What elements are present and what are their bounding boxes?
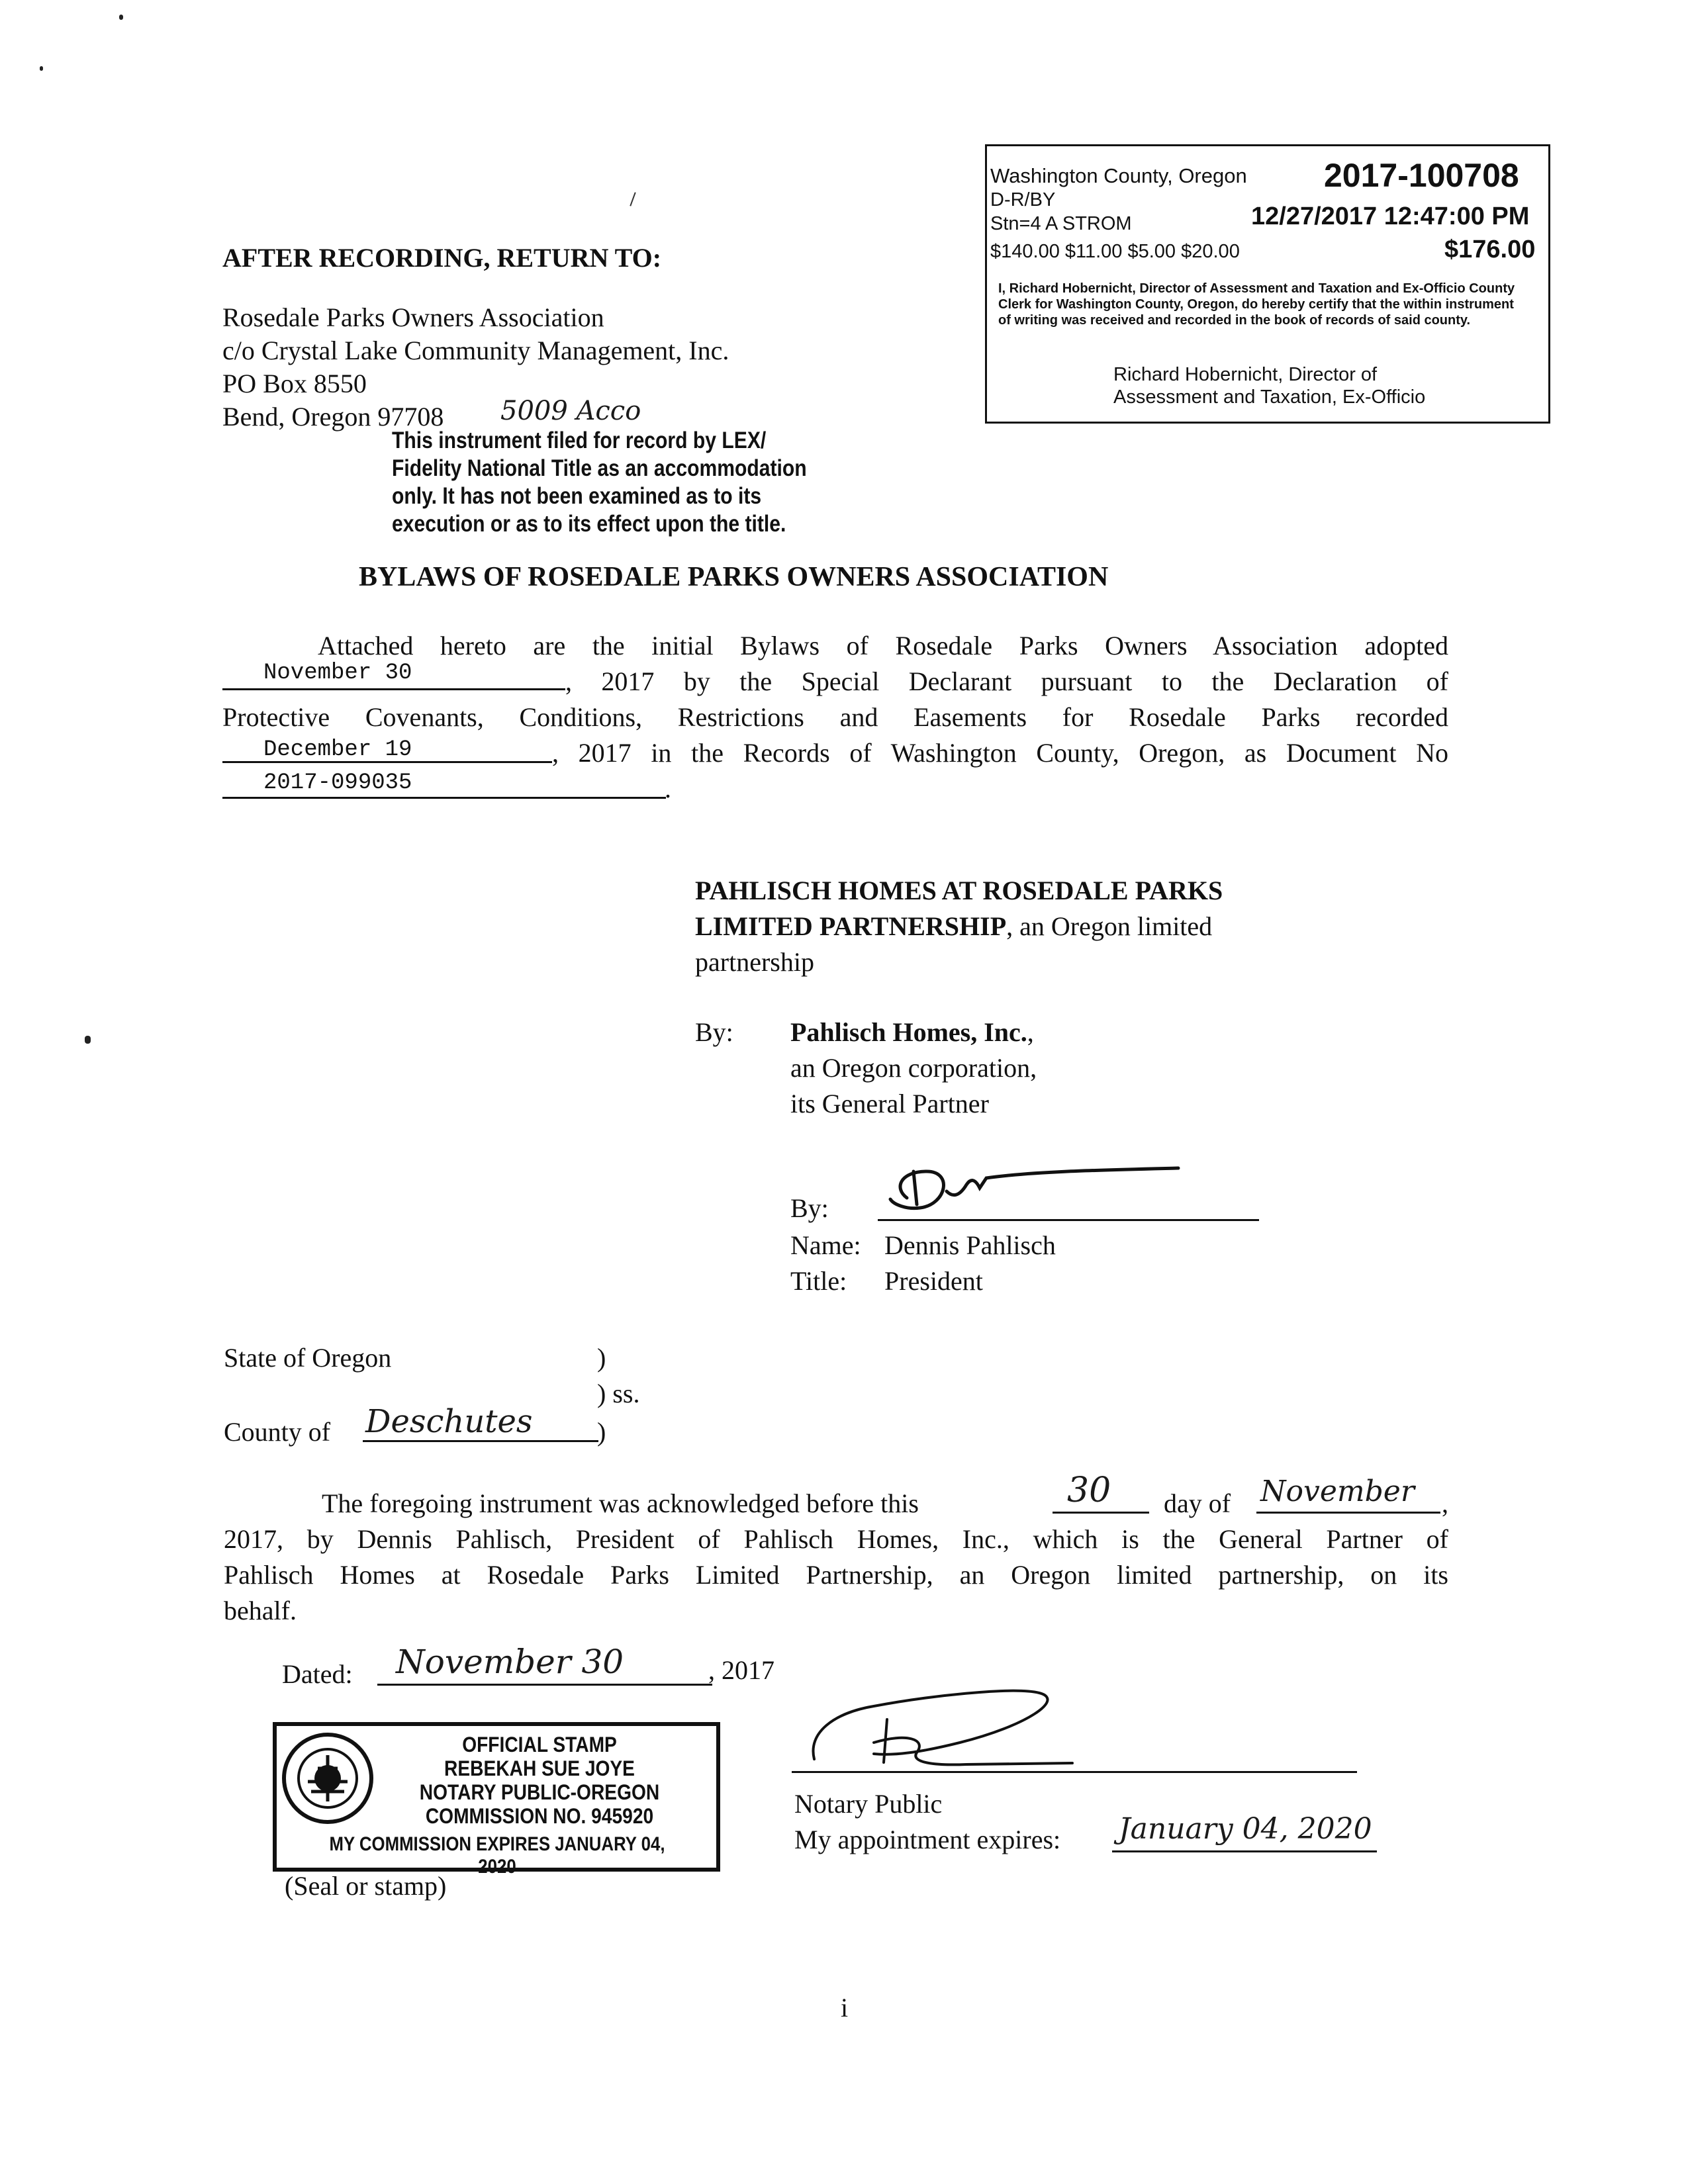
ack-day-line xyxy=(1053,1512,1149,1514)
entity-name-line-1: PAHLISCH HOMES AT ROSEDALE PARKS xyxy=(695,876,1223,905)
ack-line-1-text: The foregoing instrument was acknowledged before this xyxy=(322,1488,919,1518)
signer-title-label: Title: xyxy=(790,1266,847,1296)
body-line-1: Attached hereto are the initial Bylaws of Rosedale Parks Owners Association adopted xyxy=(318,631,1448,660)
signer-name-label: Name: xyxy=(790,1230,861,1260)
recording-director-name: Richard Hobernicht, Director of xyxy=(1113,364,1378,385)
entity-name-rest: , an Oregon limited xyxy=(1006,911,1213,941)
stamp-notary-name: REBEKAH SUE JOYE xyxy=(444,1756,635,1780)
return-to-heading: AFTER RECORDING, RETURN TO: xyxy=(222,243,662,273)
document-number: 2017-099035 xyxy=(263,770,412,796)
gp-line-3: its General Partner xyxy=(790,1089,989,1118)
recording-datetime: 12/27/2017 12:47:00 PM xyxy=(1251,203,1530,230)
return-to-line-1: Rosedale Parks Owners Association xyxy=(222,302,604,332)
signature-by-label: By: xyxy=(790,1193,829,1223)
signer-title: President xyxy=(884,1266,983,1296)
accommodation-line-1: This instrument filed for record by LEX/ xyxy=(392,428,767,453)
recording-station: Stn=4 A STROM xyxy=(990,213,1132,234)
recording-certification: I, Richard Hobernicht, Director of Assessment and Taxation and Ex-Officio County Clerk for Washington County, Oregon, do hereby certify that the within instrument of writing was received and recorded in the book of records of said county. xyxy=(998,281,1515,328)
scan-speck xyxy=(119,15,123,20)
signature-line xyxy=(878,1219,1259,1221)
accommodation-line-2: Fidelity National Title as an accommodation xyxy=(392,455,807,481)
recording-document-number: 2017-100708 xyxy=(1324,157,1519,194)
recording-county: Washington County, Oregon xyxy=(990,164,1247,187)
dennis-pahlisch-signature xyxy=(880,1152,1192,1224)
return-to-line-2: c/o Crystal Lake Community Management, Inc. xyxy=(222,336,729,365)
accommodation-line-4: execution or as to its effect upon the title. xyxy=(392,511,786,537)
return-to-line-4: Bend, Oregon 97708 xyxy=(222,402,444,432)
stamp-commission-number: COMMISSION NO. 945920 xyxy=(425,1804,654,1828)
adopted-date-line xyxy=(222,688,565,690)
venue-county-handwritten: Deschutes xyxy=(365,1403,533,1440)
dated-line xyxy=(377,1684,712,1686)
venue-state: State of Oregon xyxy=(224,1343,392,1373)
venue-paren-3: ) xyxy=(597,1417,606,1447)
body-line-3: Protective Covenants, Conditions, Restrictions and Easements for Rosedale Parks recorded xyxy=(222,702,1448,732)
stamp-commission-expires: MY COMMISSION EXPIRES JANUARY 04, 2020 xyxy=(329,1833,665,1878)
notary-signature-line xyxy=(792,1771,1357,1773)
stamp-line-3: NOTARY PUBLIC-OREGON xyxy=(419,1780,660,1804)
ack-day-handwritten: 30 xyxy=(1067,1471,1111,1510)
body-line-5-end: . xyxy=(665,774,671,803)
notary-signature xyxy=(794,1680,1205,1779)
document-number-line xyxy=(222,797,666,799)
stamp-line-1: OFFICIAL STAMP xyxy=(462,1733,617,1756)
body-line-2: , 2017 by the Special Declarant pursuant to the Declaration of xyxy=(565,666,1448,696)
body-line-4: , 2017 in the Records of Washington County, Oregon, as Document No xyxy=(552,738,1448,768)
dated-label: Dated: xyxy=(282,1659,353,1689)
oregon-state-seal-icon xyxy=(278,1729,377,1828)
dated-year: , 2017 xyxy=(708,1655,774,1685)
scan-speck xyxy=(85,1036,91,1044)
ack-line-4: behalf. xyxy=(224,1596,297,1625)
ack-comma: , xyxy=(1442,1488,1448,1518)
ack-line-3: Pahlisch Homes at Rosedale Parks Limited Partnership, an Oregon limited partnership, on its xyxy=(224,1560,1448,1590)
entity-name-bold: LIMITED PARTNERSHIP xyxy=(695,911,1007,941)
dated-handwritten: November 30 xyxy=(396,1643,624,1681)
notary-public-label: Notary Public xyxy=(794,1789,943,1819)
venue-paren-1: ) xyxy=(597,1343,606,1373)
scan-speck xyxy=(40,66,43,71)
recording-total: $176.00 xyxy=(1444,236,1536,263)
signer-name: Dennis Pahlisch xyxy=(884,1230,1056,1260)
entity-name-line-3: partnership xyxy=(695,947,814,977)
venue-county-label: County of xyxy=(224,1417,331,1447)
document-title: BYLAWS OF ROSEDALE PARKS OWNERS ASSOCIATION xyxy=(359,562,1109,592)
recording-fees: $140.00 $11.00 $5.00 $20.00 xyxy=(990,241,1240,262)
accommodation-line-3: only. It has not been examined as to its xyxy=(392,483,762,509)
ack-line-2: 2017, by Dennis Pahlisch, President of Pahlisch Homes, Inc., which is the General Partner of xyxy=(224,1524,1448,1554)
appointment-expires-label: My appointment expires: xyxy=(794,1825,1061,1854)
gp-name-line xyxy=(790,1017,1034,1048)
venue-ss: ) ss. xyxy=(597,1379,640,1408)
ack-day-of: day of xyxy=(1164,1488,1231,1518)
recorded-date: December 19 xyxy=(263,737,412,762)
venue-county-line xyxy=(363,1440,598,1442)
ack-month-handwritten: November xyxy=(1260,1475,1415,1508)
return-to-line-3: PO Box 8550 xyxy=(222,369,367,398)
entity-name-line-2 xyxy=(695,911,1212,942)
gp-by-label: By: xyxy=(695,1017,733,1047)
appointment-expires-handwritten: January 04, 2020 xyxy=(1119,1812,1372,1846)
recording-director-title: Assessment and Taxation, Ex-Officio xyxy=(1113,387,1426,408)
appointment-expires-line xyxy=(1112,1850,1377,1852)
handwritten-account-note: 5009 Acco xyxy=(500,396,641,426)
page-number: i xyxy=(841,1993,849,2023)
gp-line-2: an Oregon corporation, xyxy=(790,1053,1037,1083)
gp-name-suffix: , xyxy=(1027,1017,1034,1047)
recording-code: D-R/BY xyxy=(990,189,1056,210)
scan-stroke xyxy=(630,192,635,206)
adopted-date: November 30 xyxy=(263,660,412,686)
ack-month-line xyxy=(1256,1512,1440,1514)
gp-name: Pahlisch Homes, Inc. xyxy=(790,1017,1027,1047)
seal-or-stamp-label: (Seal or stamp) xyxy=(285,1871,447,1901)
